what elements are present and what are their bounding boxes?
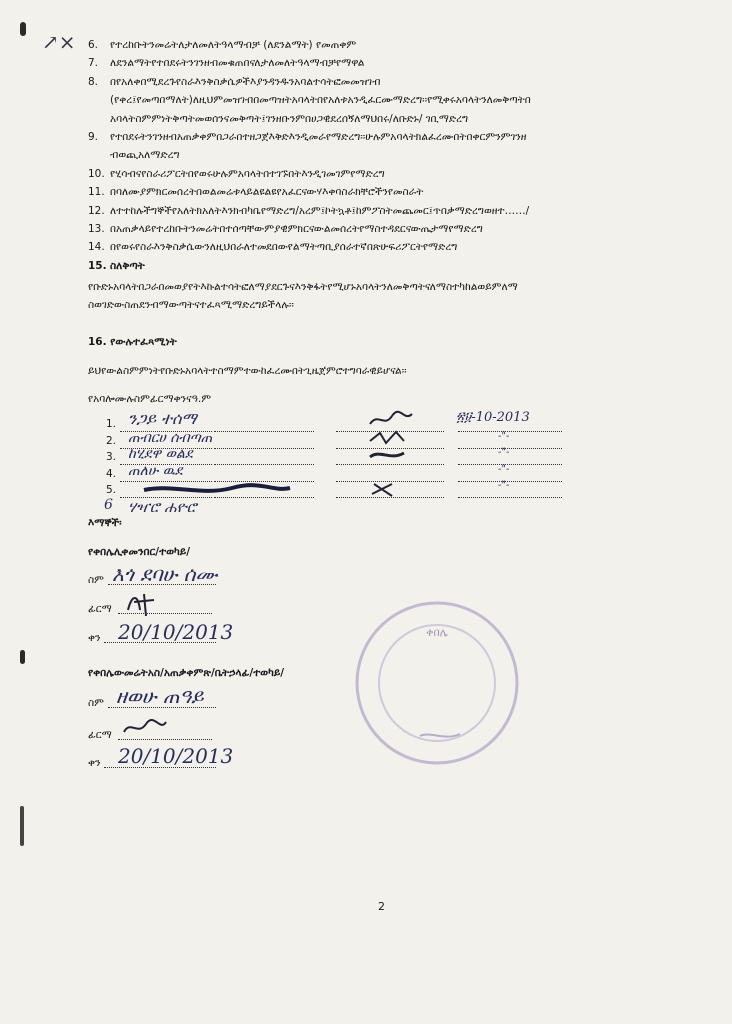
duty-text: አባላትስምምነትቅጣትመወሰንናመቅጣት፤ገንዘቡንምበሀጋዊደረሰኝለማህበሩ/ለቡድኑ/ ገቢማድረግ xyxy=(110,112,469,125)
duty-number xyxy=(88,91,110,109)
duty-item xyxy=(88,54,688,72)
duty-item xyxy=(88,202,688,220)
receiver-sign-label: ፊርማ xyxy=(88,603,112,615)
office-signature xyxy=(120,716,168,740)
signatory-name: ከሂደዋ ወልደ xyxy=(128,446,193,462)
signatory-date: ፳፱-10-2013 xyxy=(456,410,530,425)
duty-number: 7. xyxy=(88,57,99,70)
corner-handwritten-mark: ↗⨯ xyxy=(42,30,76,54)
duty-item xyxy=(88,91,688,109)
duty-item xyxy=(88,183,688,201)
duty-text: ለደንልማትየተበደሩትንገንዘብመቁጠበናለታለመለትዓላማብቻየማዋል xyxy=(110,57,365,70)
duty-text: (የቀረ፤የመጣበማለት)ለዚህምመዝገብበመጣዝትአባላትበየአለቱአንዲፈርሙማድረግ፡፡የሚቀሩአባላትንለመቅጣትበ xyxy=(110,94,531,107)
signatory-name: ንጋይ ተሰማ xyxy=(128,409,197,428)
punch-hole-mark xyxy=(20,22,26,36)
extra-row-handwriting: ሃዣሮ ሐዮሮ xyxy=(128,498,197,516)
duty-text: በየአለቀበሚደረጉየስራእንቅስቃሴዎችእያንዳንዱንአባልተሳትፎመመዝገብ xyxy=(110,75,381,88)
signatory-table xyxy=(106,409,586,501)
duty-number: 8. xyxy=(88,75,99,88)
staple-mark xyxy=(20,806,24,846)
signatory-name: ጠለሁ ዉደ xyxy=(128,462,183,479)
duty-number: 12. xyxy=(88,204,105,217)
duty-text: በባለሙያምክርመሰረትበወልመሬቱላይልዩልዩየአፈርናውሃእቀባስራክቸሮችንየመስራት xyxy=(110,186,424,199)
signatory-row: 3. ከሂደዋ ወልደ -"- xyxy=(106,451,586,468)
signatory-header: የአባሎሙሉስምፊርማቀንናዓ.ም xyxy=(88,393,212,405)
crossed-out-scribble xyxy=(142,482,292,498)
duty-number: 13. xyxy=(88,223,105,236)
office-name: ዘወሁ ጠዓይ xyxy=(116,684,204,708)
section-16-text: ይህየውልስምምነትየቡድኑአባላትተስማምተውከፈረሙበትጊዜጀምሮተግባራዊይሆናል፡፡ xyxy=(88,365,407,377)
duty-item xyxy=(88,165,688,183)
duty-text: ለተተከሉችግኞችየአለትክአለትእንክብካቤየማድረግ/አረም፤ኮትኳቶ፤ከምፖስትመጨመር፤ጥበቃማድረግወዘተ……/ xyxy=(110,204,530,217)
signatory-date: -"- xyxy=(498,463,510,475)
duty-number: 15. xyxy=(88,259,107,272)
signature-scribble xyxy=(368,447,408,463)
punch-hole-mark xyxy=(20,650,25,664)
receiver-signature xyxy=(124,590,158,618)
signature-scribble xyxy=(368,410,414,430)
duty-number: 9. xyxy=(88,131,99,144)
office-date-label: ቀን xyxy=(88,757,101,769)
receiver-name-label: ስም xyxy=(88,574,104,586)
extra-row-number: 6 xyxy=(104,497,113,513)
signature-scribble xyxy=(368,482,398,498)
receiver-title: የቀበሌሊቀመንበር/ተወካይ/ xyxy=(88,546,191,558)
duty-text: በየወሩየስራእንቅስቃሴውንለዚህበራለተመደበውየልማትጣቢያሰራተኛበጽሁፍሪፖርትየማድረግ xyxy=(110,241,458,254)
duty-item xyxy=(88,110,688,128)
signatory-row: 4. ጠለሁ ዉደ -"- xyxy=(106,468,586,485)
duty-item xyxy=(88,36,688,54)
duty-item xyxy=(88,146,688,164)
duty-item xyxy=(88,220,688,238)
penalty-paragraph: የቡድኑአባላትበጋራበመወያየትእኩልተሳትፎለማያደርጉናእንቅፋትየሚሆኑአባላትንለመቅጣትናለማስተካከልወይምለማ ስወገድውስጠደንብማውጣትናተፈጻሚማድረግይችላሉ፡፡ xyxy=(88,281,518,311)
receiver-name: እጎ ደባሁ ሰሙ xyxy=(112,562,218,586)
receiver-date: 20/10/2013 xyxy=(118,620,234,644)
duty-number xyxy=(88,110,110,128)
signatory-row: 1. ንጋይ ተሰማ ፳፱-10-2013 xyxy=(106,418,586,435)
section-16-title: 16. የውሉተፈጻሚነት xyxy=(88,336,177,348)
signature-scribble xyxy=(368,429,408,447)
page-number: 2 xyxy=(378,900,385,913)
stamp-text: ቀበሌ xyxy=(426,626,448,639)
office-title: የቀበሌውመሬትአስ/አጠቃቀምጽ/ቤትኃላፊ/ተወካይ/ xyxy=(88,667,285,679)
duty-number: 6. xyxy=(88,39,99,51)
office-date: 20/10/2013 xyxy=(118,744,234,768)
office-sign-label: ፊርማ xyxy=(88,729,112,741)
duty-text: ብወጪአለማድረግ xyxy=(110,149,180,162)
duty-text: ስለቅጣት xyxy=(110,259,145,272)
duty-number: 10. xyxy=(88,167,105,180)
duty-item xyxy=(88,128,688,146)
witnesses-label: እማኞች፡ xyxy=(88,517,122,529)
signatory-date: -"- xyxy=(498,447,510,458)
signatory-name: ጠብርሀ ሰብጣጠ xyxy=(128,429,213,446)
signatory-row: 5. -"- xyxy=(106,484,586,501)
official-stamp xyxy=(350,596,525,771)
receiver-date-label: ቀን xyxy=(88,632,101,644)
duty-text: የሂሳብናየስራሪፖርትበየወሩሁሉምአባላትበተገኙበትእንዲገመገምየማድረግ xyxy=(110,167,385,180)
signatory-row: 2. ጠብርሀ ሰብጣጠ -"- xyxy=(106,435,586,452)
duty-item xyxy=(88,238,688,256)
duty-text: በአጠቃላይየተረከቡትንመሬትበተሰጣቸውምያዊምክርናውልመሰረትየማስተዳደርናውጤታማየማድረግ xyxy=(110,223,483,236)
signatory-date: -"- xyxy=(498,480,510,491)
office-name-label: ስም xyxy=(88,697,104,709)
duty-text: የተረከቡትንመሬትለታለመለትዓላማብቻ (ለደንልማት) የመጠቀም xyxy=(110,39,357,51)
duty-item xyxy=(88,257,688,275)
duty-item xyxy=(88,73,688,91)
duties-list xyxy=(88,36,688,275)
signatory-date: -"- xyxy=(498,430,510,442)
duty-number: 11. xyxy=(88,186,105,199)
duty-number xyxy=(88,146,110,164)
duty-text: የተበደሩትንገንዘብአጠቃቀምበጋራበተዘጋጀእቅድእንዲመራየማድረግ፡፡ሁሉምአባላትክልፈረሙበትበቀርምንምገንዘ xyxy=(110,131,527,144)
duty-number: 14. xyxy=(88,241,105,254)
